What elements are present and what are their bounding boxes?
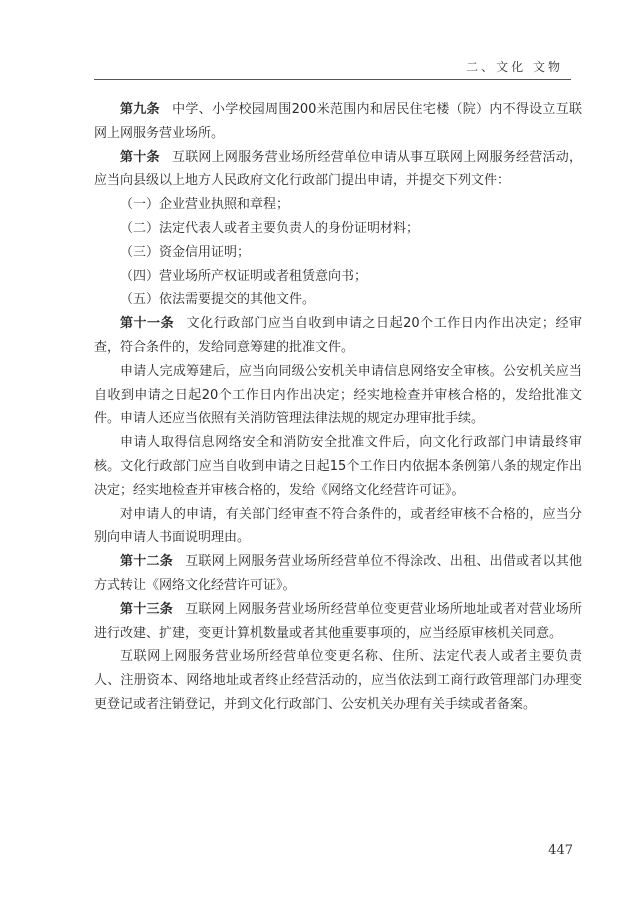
list-item: [94, 193, 582, 217]
body-text: [94, 98, 582, 717]
paragraph-article-12: [94, 550, 582, 598]
list-item-text: （一）企业营业执照和章程；: [120, 197, 290, 213]
paragraph-text: 中学、小学校园周围200米范围内和居民住宅楼（院）内不得设立互联网上网服务营业场所。: [94, 102, 582, 141]
list-item: [94, 288, 582, 312]
article-label: 第九条: [120, 102, 160, 117]
header-rule: [94, 79, 571, 80]
list-item-text: （五）依法需要提交的其他文件。: [120, 292, 316, 308]
paragraph-text: 申请人完成筹建后，应当向同级公安机关申请信息网络安全审核。公安机关应当自收到申请之日起20个工作日内作出决定；经实地检查并审核合格的，发给批准文件。申请人还应当依照有关消防管理法律法规的规定办理审批手续。: [94, 363, 582, 427]
paragraph-text: 对申请人的申请，有关部门经审查不符合条件的，或者经审核不合格的，应当分别向申请人书面说明理由。: [94, 506, 582, 546]
paragraph-article-9: [94, 98, 582, 146]
paragraph-text: 互联网上网服务营业场所经营单位变更营业场所地址或者对营业场所进行改建、扩建，变更计算机数量或者其他重要事项的，应当经原审核机关同意。: [94, 601, 582, 641]
article-label: 第十一条: [120, 316, 175, 332]
article-label: 第十三条: [120, 601, 173, 617]
running-header: 二、文化 文物: [466, 60, 563, 74]
list-item-text: （三）资金信用证明；: [120, 244, 251, 260]
paragraph: [94, 431, 582, 502]
list-item: [94, 265, 582, 289]
paragraph: [94, 503, 582, 551]
page-number: 447: [548, 843, 573, 858]
list-item-text: （二）法定代表人或者主要负责人的身份证明材料；: [120, 220, 420, 236]
paragraph: [94, 360, 582, 431]
paragraph-article-11: [94, 312, 582, 360]
article-label: 第十条: [120, 149, 160, 165]
list-item-text: （四）营业场所产权证明或者租赁意向书；: [120, 268, 368, 284]
paragraph-article-10: [94, 146, 582, 194]
paragraph-text: 申请人取得信息网络安全和消防安全批准文件后，向文化行政部门申请最终审核。文化行政部门应当自收到申请之日起15个工作日内依据本条例第八条的规定作出决定；经实地检查并审核合格的，发给《网络文化经营许可证》。: [94, 435, 582, 498]
paragraph-text: 互联网上网服务营业场所经营单位不得涂改、出租、出借或者以其他方式转让《网络文化经营许可证》。: [94, 554, 582, 593]
paragraph-text: 互联网上网服务营业场所经营单位申请从事互联网上网服务经营活动，应当向县级以上地方人民政府文化行政部门提出申请，并提交下列文件：: [94, 149, 582, 189]
list-item: [94, 241, 582, 265]
list-item: [94, 217, 582, 241]
paragraph-text: 互联网上网服务营业场所经营单位变更名称、住所、法定代表人或者主要负责人、注册资本、网络地址或者终止经营活动的，应当依法到工商行政管理部门办理变更登记或者注销登记，并到文化行政部门、公安机关办理有关手续或者备案。: [94, 649, 582, 712]
article-label: 第十二条: [120, 554, 173, 570]
paragraph-text: 文化行政部门应当自收到申请之日起20个工作日内作出决定；经审查，符合条件的，发给同意筹建的批准文件。: [94, 316, 582, 355]
paragraph: [94, 645, 582, 716]
paragraph-article-13: [94, 598, 582, 646]
